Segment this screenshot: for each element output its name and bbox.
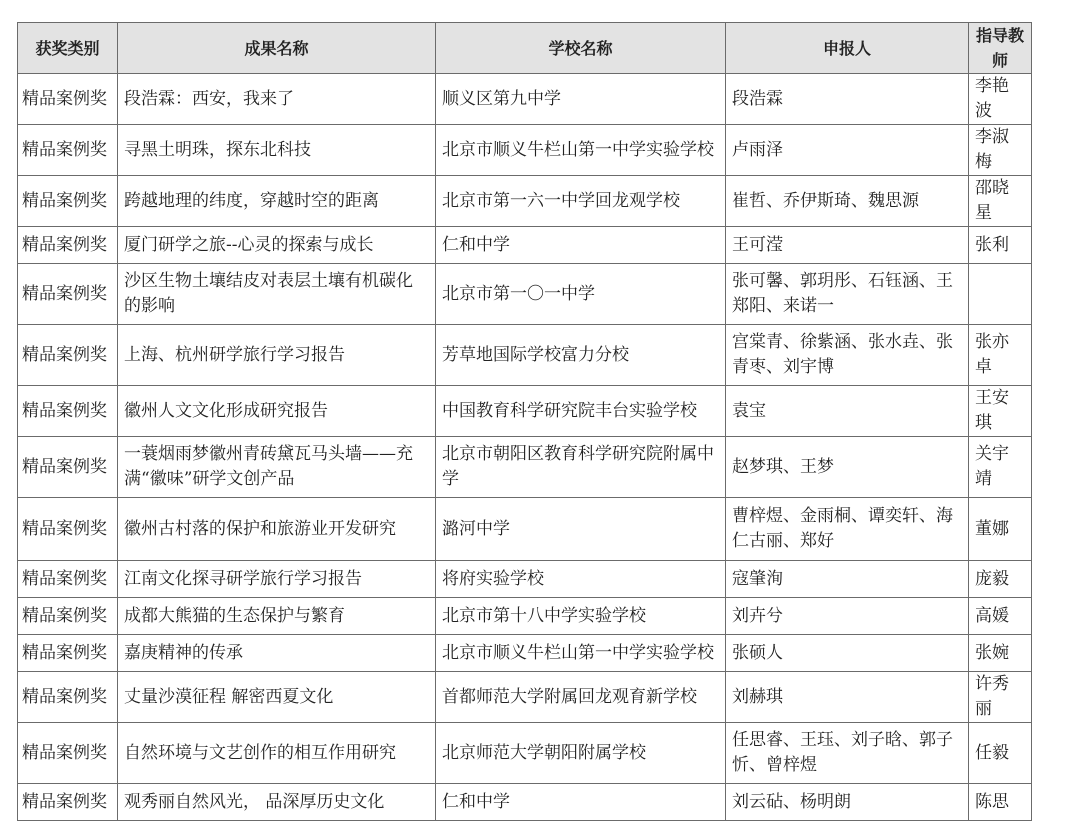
cell-school: 北京市第一〇一中学 bbox=[436, 264, 726, 325]
cell-applicant: 寇肇洵 bbox=[726, 561, 969, 598]
cell-title: 江南文化探寻研学旅行学习报告 bbox=[118, 561, 436, 598]
cell-applicant: 张可馨、郭玥彤、石钰涵、王郑阳、来诺一 bbox=[726, 264, 969, 325]
table-row bbox=[18, 561, 1032, 598]
cell-category: 精品案例奖 bbox=[18, 561, 118, 598]
table-row bbox=[18, 386, 1032, 437]
cell-applicant: 段浩霖 bbox=[726, 74, 969, 125]
cell-category: 精品案例奖 bbox=[18, 325, 118, 386]
cell-teacher: 许秀丽 bbox=[969, 672, 1032, 723]
cell-school: 北京市顺义牛栏山第一中学实验学校 bbox=[436, 635, 726, 672]
cell-teacher: 张婉 bbox=[969, 635, 1032, 672]
cell-category: 精品案例奖 bbox=[18, 437, 118, 498]
table-row bbox=[18, 784, 1032, 821]
cell-category: 精品案例奖 bbox=[18, 176, 118, 227]
table-row bbox=[18, 498, 1032, 561]
cell-title: 上海、杭州研学旅行学习报告 bbox=[118, 325, 436, 386]
cell-applicant: 任思睿、王珏、刘子晗、郭子忻、曾梓煜 bbox=[726, 723, 969, 784]
cell-title: 一蓑烟雨梦徽州青砖黛瓦马头墙——充满“徽味”研学文创产品 bbox=[118, 437, 436, 498]
cell-teacher: 李淑梅 bbox=[969, 125, 1032, 176]
cell-applicant: 袁宝 bbox=[726, 386, 969, 437]
cell-school: 顺义区第九中学 bbox=[436, 74, 726, 125]
cell-title: 沙区生物土壤结皮对表层土壤有机碳化的影响 bbox=[118, 264, 436, 325]
cell-school: 潞河中学 bbox=[436, 498, 726, 561]
cell-title: 丈量沙漠征程 解密西夏文化 bbox=[118, 672, 436, 723]
table-row bbox=[18, 264, 1032, 325]
award-table-container bbox=[17, 22, 1032, 821]
cell-school: 北京市第十八中学实验学校 bbox=[436, 598, 726, 635]
cell-category: 精品案例奖 bbox=[18, 386, 118, 437]
cell-title: 嘉庚精神的传承 bbox=[118, 635, 436, 672]
header-school-name: 学校名称 bbox=[436, 23, 726, 74]
header-applicant: 申报人 bbox=[726, 23, 969, 74]
award-table bbox=[17, 22, 1032, 821]
cell-school: 仁和中学 bbox=[436, 784, 726, 821]
cell-school: 仁和中学 bbox=[436, 227, 726, 264]
cell-school: 北京市朝阳区教育科学研究院附属中学 bbox=[436, 437, 726, 498]
cell-school: 北京市顺义牛栏山第一中学实验学校 bbox=[436, 125, 726, 176]
table-row bbox=[18, 325, 1032, 386]
cell-school: 芳草地国际学校富力分校 bbox=[436, 325, 726, 386]
header-award-category: 获奖类别 bbox=[18, 23, 118, 74]
table-row bbox=[18, 125, 1032, 176]
cell-applicant: 赵梦琪、王梦 bbox=[726, 437, 969, 498]
cell-title: 徽州古村落的保护和旅游业开发研究 bbox=[118, 498, 436, 561]
cell-title: 自然环境与文艺创作的相互作用研究 bbox=[118, 723, 436, 784]
table-row bbox=[18, 598, 1032, 635]
cell-category: 精品案例奖 bbox=[18, 723, 118, 784]
table-row bbox=[18, 635, 1032, 672]
cell-category: 精品案例奖 bbox=[18, 784, 118, 821]
header-achievement-title: 成果名称 bbox=[118, 23, 436, 74]
table-header-row bbox=[18, 23, 1032, 74]
cell-teacher: 张亦卓 bbox=[969, 325, 1032, 386]
cell-title: 厦门研学之旅--心灵的探索与成长 bbox=[118, 227, 436, 264]
header-teacher: 指导教师 bbox=[969, 23, 1032, 74]
cell-teacher: 庞毅 bbox=[969, 561, 1032, 598]
cell-applicant: 曹梓煜、金雨桐、谭奕轩、海仁古丽、郑好 bbox=[726, 498, 969, 561]
cell-title: 跨越地理的纬度，穿越时空的距离 bbox=[118, 176, 436, 227]
cell-applicant: 宫棠青、徐紫涵、张水垚、张青枣、刘宇博 bbox=[726, 325, 969, 386]
cell-category: 精品案例奖 bbox=[18, 125, 118, 176]
cell-category: 精品案例奖 bbox=[18, 264, 118, 325]
cell-teacher: 关宇靖 bbox=[969, 437, 1032, 498]
cell-applicant: 王可滢 bbox=[726, 227, 969, 264]
cell-school: 首都师范大学附属回龙观育新学校 bbox=[436, 672, 726, 723]
cell-teacher: 张利 bbox=[969, 227, 1032, 264]
table-row bbox=[18, 723, 1032, 784]
table-row bbox=[18, 176, 1032, 227]
cell-applicant: 刘卉兮 bbox=[726, 598, 969, 635]
cell-applicant: 刘赫琪 bbox=[726, 672, 969, 723]
cell-teacher: 陈思 bbox=[969, 784, 1032, 821]
table-row bbox=[18, 672, 1032, 723]
cell-school: 北京市第一六一中学回龙观学校 bbox=[436, 176, 726, 227]
cell-teacher: 邵晓星 bbox=[969, 176, 1032, 227]
cell-category: 精品案例奖 bbox=[18, 672, 118, 723]
cell-title: 成都大熊猫的生态保护与繁育 bbox=[118, 598, 436, 635]
cell-applicant: 卢雨泽 bbox=[726, 125, 969, 176]
table-row bbox=[18, 437, 1032, 498]
cell-teacher: 李艳波 bbox=[969, 74, 1032, 125]
table-row bbox=[18, 74, 1032, 125]
cell-title: 段浩霖：西安，我来了 bbox=[118, 74, 436, 125]
cell-school: 将府实验学校 bbox=[436, 561, 726, 598]
cell-teacher bbox=[969, 264, 1032, 325]
cell-applicant: 张硕人 bbox=[726, 635, 969, 672]
cell-category: 精品案例奖 bbox=[18, 598, 118, 635]
cell-title: 徽州人文文化形成研究报告 bbox=[118, 386, 436, 437]
cell-category: 精品案例奖 bbox=[18, 74, 118, 125]
cell-applicant: 崔哲、乔伊斯琦、魏思源 bbox=[726, 176, 969, 227]
cell-title: 观秀丽自然风光， 品深厚历史文化 bbox=[118, 784, 436, 821]
table-row bbox=[18, 227, 1032, 264]
cell-title: 寻黑土明珠，探东北科技 bbox=[118, 125, 436, 176]
cell-teacher: 王安琪 bbox=[969, 386, 1032, 437]
cell-teacher: 任毅 bbox=[969, 723, 1032, 784]
cell-school: 北京师范大学朝阳附属学校 bbox=[436, 723, 726, 784]
cell-applicant: 刘云砧、杨明朗 bbox=[726, 784, 969, 821]
cell-school: 中国教育科学研究院丰台实验学校 bbox=[436, 386, 726, 437]
cell-teacher: 高媛 bbox=[969, 598, 1032, 635]
cell-teacher: 董娜 bbox=[969, 498, 1032, 561]
cell-category: 精品案例奖 bbox=[18, 498, 118, 561]
cell-category: 精品案例奖 bbox=[18, 635, 118, 672]
cell-category: 精品案例奖 bbox=[18, 227, 118, 264]
